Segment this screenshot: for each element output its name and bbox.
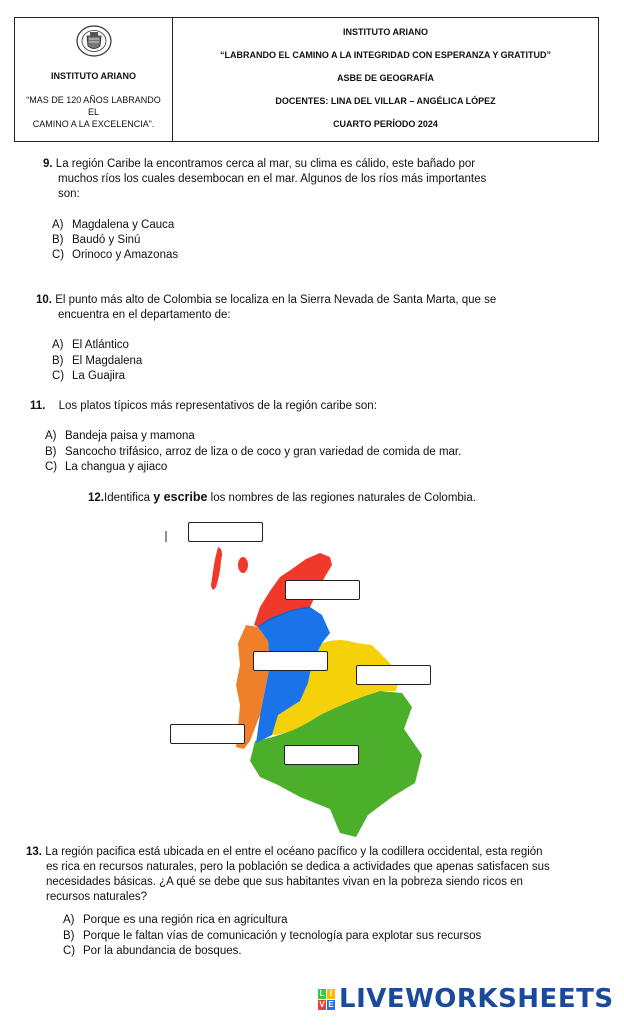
question-text: Identifica (104, 492, 154, 504)
logo-letter: L (319, 989, 325, 998)
option-text: Baudó y Sinú (72, 234, 141, 246)
answer-box-3[interactable] (253, 651, 328, 671)
option-letter: A) (52, 219, 64, 231)
question-number: 11. (30, 400, 46, 412)
header-institution-title: INSTITUTO ARIANO (343, 27, 428, 37)
logo-letter: V (319, 1000, 325, 1009)
header-subject: ASBE DE GEOGRAFÍA (336, 73, 434, 83)
question-text-line: necesidades básicas. ¿A qué se debe que sus habitantes vivan en la pobreza siendo ricos en (46, 876, 523, 888)
option-13a[interactable] (63, 913, 288, 928)
option-letter: A) (63, 914, 75, 926)
option-text: Sancocho trifásico, arroz de liza o de coco y gran variedad de comida de mar. (65, 446, 462, 458)
option-text: Orinoco y Amazonas (72, 249, 179, 261)
option-9c[interactable] (52, 248, 178, 263)
header-teachers: DOCENTES: LINA DEL VILLAR – ANGÉLICA LÓPEZ (275, 96, 496, 106)
option-text: Porque es una región rica en agricultura (83, 914, 288, 926)
question-number: 13. (26, 846, 42, 858)
question-13 (26, 845, 550, 905)
header-right-cell (173, 18, 598, 141)
answer-box-6[interactable] (284, 745, 359, 765)
header-period: CUARTO PERÍODO 2024 (333, 119, 438, 129)
option-10a[interactable] (52, 338, 129, 353)
header-motto (20, 94, 168, 130)
option-text: Por la abundancia de bosques. (83, 945, 242, 957)
option-text: Bandeja paisa y mamona (65, 430, 195, 442)
motto-line: CAMINO A LA EXCELENCIA”. (32, 119, 155, 129)
logo-letter: I (327, 989, 335, 999)
option-11b[interactable] (45, 445, 461, 460)
option-letter: A) (45, 430, 57, 442)
question-text-line: La región pacifica está ubicada en el entre el océano pacífico y la codillera occidental, esta región (45, 846, 543, 858)
question-number: 9. (43, 158, 53, 170)
header-slogan: “LABRANDO EL CAMINO A LA INTEGRIDAD CON ESPERANZA Y GRATITUD” (219, 50, 551, 60)
liveworksheets-brand (318, 984, 614, 1014)
option-letter: B) (45, 446, 57, 458)
question-text-line: es rica en recursos naturales, pero la población se dedica a actividades que apenas satisfacen sus (46, 861, 550, 873)
answer-box-2[interactable] (285, 580, 360, 600)
option-10c[interactable] (52, 369, 125, 384)
question-11 (30, 399, 377, 414)
option-text: Porque le faltan vías de comunicación y tecnología para explotar sus recursos (83, 930, 482, 942)
document-header (14, 17, 599, 142)
motto-line: EL (87, 107, 99, 117)
answer-box-4[interactable] (356, 665, 431, 685)
header-institution-name: INSTITUTO ARIANO (51, 71, 136, 81)
question-9 (43, 157, 486, 202)
option-9a[interactable] (52, 218, 174, 233)
question-text-bold: y escribe (153, 490, 208, 504)
option-text: El Magdalena (72, 355, 143, 367)
option-11a[interactable] (45, 429, 195, 444)
option-letter: A) (52, 339, 64, 351)
liveworksheets-logo-icon (318, 989, 335, 1010)
question-text-line: Los platos típicos más representativos de la región caribe son: (58, 400, 377, 412)
question-10 (36, 293, 496, 323)
question-text-line: encuentra en el departamento de: (58, 309, 231, 321)
option-letter: C) (45, 461, 58, 473)
answer-box-5[interactable] (170, 724, 245, 744)
question-text-line: La región Caribe la encontramos cerca al mar, su clima es cálido, este bañado por (55, 158, 476, 170)
answer-box-1[interactable] (188, 522, 263, 542)
map-island-san-andres (211, 547, 222, 590)
option-text: La changua y ajiaco (65, 461, 168, 473)
option-letter: C) (63, 945, 76, 957)
question-text-line: muchos ríos los cuales desembocan en el mar. Algunos de los ríos más importantes (58, 173, 487, 185)
map-island-providencia (238, 557, 248, 573)
question-number: 12. (88, 492, 104, 504)
option-11c[interactable] (45, 460, 167, 475)
option-13b[interactable] (63, 929, 481, 944)
option-letter: B) (63, 930, 75, 942)
option-text: La Guajira (72, 370, 126, 382)
header-left-cell (15, 18, 173, 141)
option-letter: B) (52, 234, 64, 246)
option-13c[interactable] (63, 944, 242, 959)
question-text-line: El punto más alto de Colombia se localiza en la Sierra Nevada de Santa Marta, que se (55, 294, 497, 306)
question-12 (88, 490, 476, 506)
question-text: los nombres de las regiones naturales de Colombia. (207, 492, 476, 504)
brand-name: LIVEWORKSHEETS (339, 984, 614, 1014)
motto-line: “MAS DE 120 AÑOS LABRANDO (26, 95, 161, 105)
option-letter: B) (52, 355, 64, 367)
option-letter: C) (52, 249, 65, 261)
question-number: 10. (36, 294, 52, 306)
question-text-line: recursos naturales? (46, 891, 147, 903)
option-letter: C) (52, 370, 65, 382)
logo-letter: E (328, 1000, 334, 1009)
question-text-line: son: (58, 188, 80, 200)
option-text: El Atlántico (72, 339, 129, 351)
school-crest-icon (74, 24, 114, 58)
option-10b[interactable] (52, 354, 142, 369)
option-9b[interactable] (52, 233, 140, 248)
option-text: Magdalena y Cauca (72, 219, 175, 231)
